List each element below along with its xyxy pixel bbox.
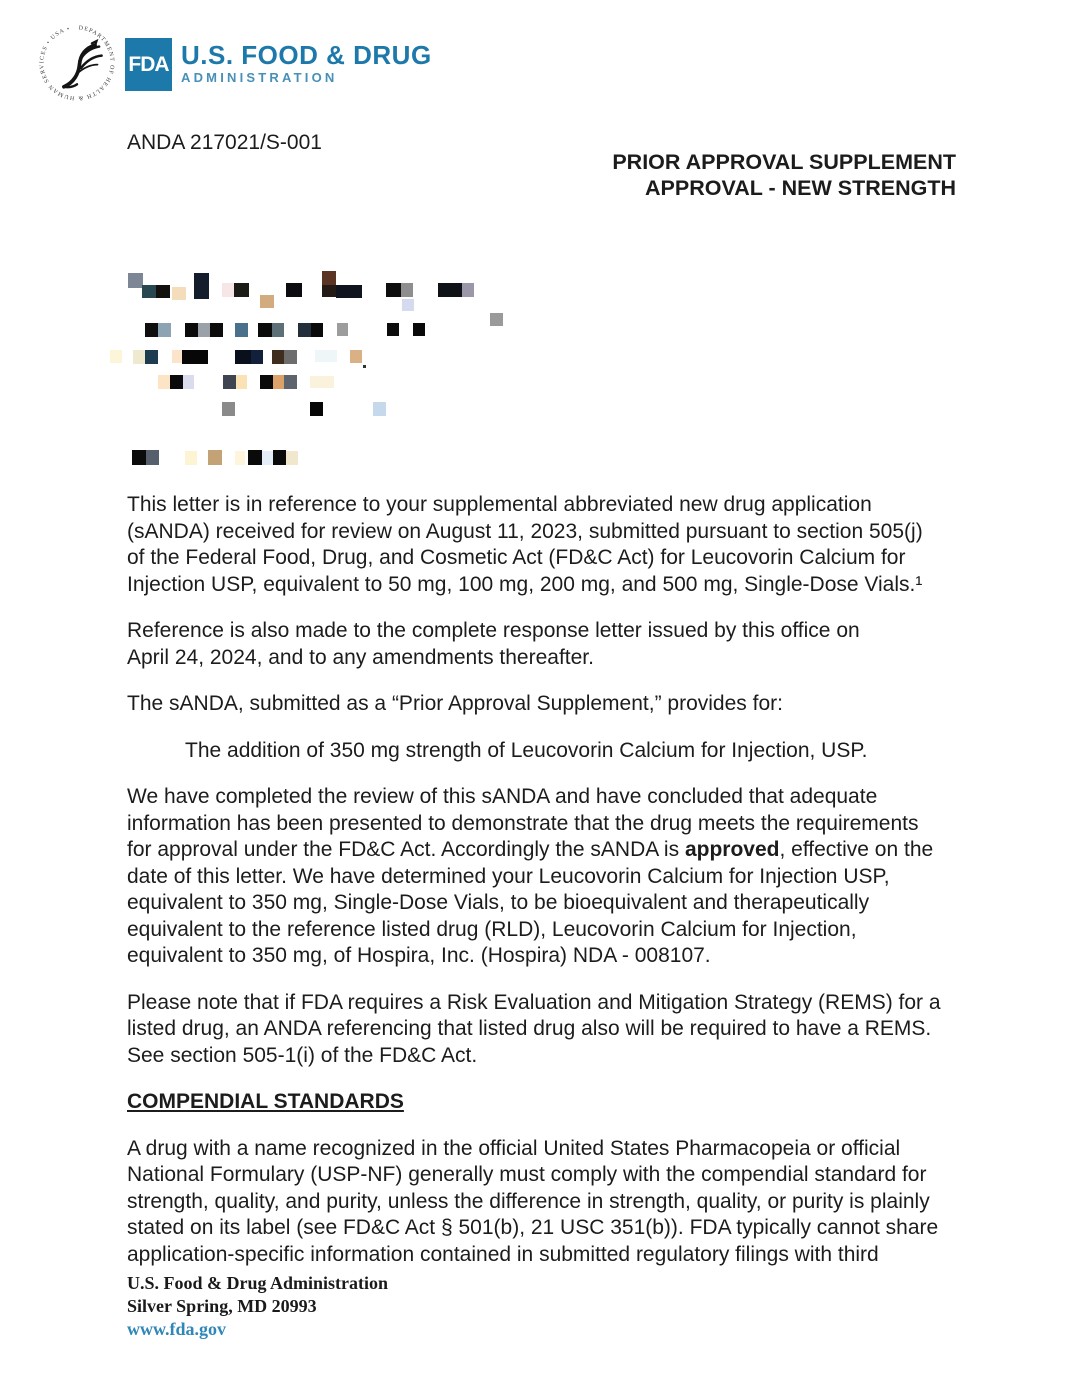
redaction-pixel <box>142 285 156 298</box>
redaction-pixel <box>373 402 386 416</box>
paragraph-line: A drug with a name recognized in the official United States Pharmacopeia or official <box>127 1136 901 1160</box>
redaction-pixel <box>258 323 272 337</box>
footer-org-name: U.S. Food & Drug Administration <box>127 1273 389 1293</box>
redaction-pixel <box>198 323 210 337</box>
redaction-pixel <box>235 451 245 465</box>
redaction-pixel <box>146 450 159 465</box>
redaction-pixel <box>208 450 222 465</box>
redaction-pixel <box>310 402 323 416</box>
redaction-pixel <box>182 350 208 364</box>
paragraph-line: listed drug, an ANDA referencing that listed drug also will be required to have a REMS. <box>127 1017 932 1040</box>
redaction-pixel <box>386 283 401 297</box>
fda-wordmark-line1: U.S. FOOD & DRUG <box>181 40 432 70</box>
redaction-pixel <box>185 323 198 337</box>
redaction-pixel <box>210 323 223 337</box>
redaction-pixel <box>236 375 247 389</box>
redaction-pixel <box>145 323 158 337</box>
paragraph-line: Reference is also made to the complete response letter issued by this office on <box>127 619 860 642</box>
paragraph-line: equivalent to 350 mg, of Hospira, Inc. (Hospira) NDA - 008107. <box>127 944 711 967</box>
redaction-pixel <box>110 350 122 363</box>
paragraph-line: Please note that if FDA requires a Risk Evaluation and Mitigation Strategy (REMS) for a <box>127 990 941 1014</box>
anda-number: ANDA 217021/S-001 <box>127 131 322 154</box>
redaction-pixel <box>322 271 336 285</box>
fda-logo <box>125 38 432 91</box>
footer <box>127 1272 388 1341</box>
paragraph-line: See section 505-1(i) of the FD&C Act. <box>127 1043 478 1067</box>
redaction-pixel <box>284 350 297 364</box>
paragraph-line: date of this letter. We have determined your Leucovorin Calcium for Injection USP, <box>127 864 890 888</box>
paragraph-line: equivalent to 350 mg, Single-Dose Vials, to be bioequivalent and therapeutically <box>127 891 870 914</box>
paragraph <box>127 784 972 970</box>
paragraph-line: We have completed the review of this sANDA and have concluded that adequate <box>127 785 878 808</box>
redaction-pixel <box>145 350 158 364</box>
redaction-pixel <box>272 323 284 337</box>
paragraph-line <box>127 837 972 864</box>
redaction-pixel <box>262 451 273 465</box>
paragraph-line: COMPENDIAL STANDARDS <box>127 1090 404 1113</box>
paragraph <box>127 1136 972 1269</box>
paragraph <box>127 492 972 598</box>
redaction-pixel <box>234 283 249 297</box>
paragraph-line: National Formulary (USP-NF) generally must comply with the compendial standard for <box>127 1163 927 1186</box>
redaction-pixel <box>350 350 362 363</box>
redaction-pixel <box>363 365 366 368</box>
redaction-pixel <box>462 283 474 297</box>
letter-body <box>127 492 972 1288</box>
paragraph-segment: for approval under the FD&C Act. Accordingly the sANDA is <box>127 838 685 861</box>
paragraph-segment: , effective on the <box>779 838 934 861</box>
redaction-pixel <box>251 350 263 364</box>
redaction-pixel <box>223 375 236 389</box>
paragraph-line: stated on its label (see FD&C Act § 501(b), 21 USC 351(b)). FDA typically cannot share <box>127 1216 939 1239</box>
paragraph-line: application-specific information contained in submitted regulatory filings with third <box>127 1242 879 1266</box>
redaction-pixel <box>311 323 323 337</box>
redaction-pixel <box>490 313 503 326</box>
redaction-pixel <box>260 295 274 308</box>
redaction-pixel <box>413 323 425 336</box>
redaction-pixel <box>337 323 348 336</box>
paragraph <box>127 990 972 1070</box>
redaction-pixel <box>172 350 182 363</box>
redacted-address-block <box>110 255 530 470</box>
redaction-pixel <box>298 323 311 337</box>
redaction-pixel <box>158 323 171 337</box>
paragraph-line: The addition of 350 mg strength of Leucovorin Calcium for Injection, USP. <box>185 738 868 762</box>
letter-type-title <box>127 149 956 201</box>
paragraph <box>127 691 972 718</box>
paragraph-line: Injection USP, equivalent to 50 mg, 100 mg, 200 mg, and 500 mg, Single-Dose Vials.¹ <box>127 572 923 596</box>
fda-logo-square-icon: FDA <box>125 38 172 91</box>
redaction-pixel <box>260 375 273 389</box>
redaction-pixel <box>185 451 197 465</box>
redaction-pixel <box>183 375 194 389</box>
redaction-pixel <box>402 299 414 311</box>
paragraph-line: strength, quality, and purity, unless the difference in strength, quality, or purity is plainly <box>127 1189 930 1213</box>
paragraph <box>127 618 972 671</box>
redaction-pixel <box>387 323 399 336</box>
redaction-pixel <box>273 375 284 389</box>
redaction-pixel <box>248 450 262 465</box>
redaction-pixel <box>315 350 337 362</box>
paragraph-line: information has been presented to demonstrate that the drug meets the requirements <box>127 811 919 835</box>
redaction-pixel <box>170 375 183 389</box>
redaction-pixel <box>401 283 413 297</box>
redaction-pixel <box>438 283 462 297</box>
redaction-pixel <box>128 273 143 288</box>
redaction-pixel <box>286 451 298 465</box>
footer-address: Silver Spring, MD 20993 <box>127 1296 317 1316</box>
redaction-pixel <box>322 285 336 297</box>
redaction-pixel <box>132 450 146 465</box>
redaction-pixel <box>284 375 297 389</box>
redaction-pixel <box>222 402 235 416</box>
paragraph-segment: approved <box>684 838 780 861</box>
letter-type-line1: PRIOR APPROVAL SUPPLEMENT <box>612 150 956 174</box>
paragraph-line: This letter is in reference to your supplemental abbreviated new drug application <box>127 493 872 516</box>
redaction-pixel <box>156 285 170 298</box>
redaction-pixel <box>272 350 284 364</box>
svg-text:DEPARTMENT OF HEALTH & HUMAN S: DEPARTMENT OF HEALTH & HUMAN SERVICES • USA • <box>39 25 115 101</box>
redaction-pixel <box>235 350 251 364</box>
hhs-seal-icon <box>36 22 118 104</box>
redaction-pixel <box>158 375 170 389</box>
paragraph-line: The sANDA, submitted as a “Prior Approval Supplement,” provides for: <box>127 692 783 715</box>
redaction-pixel <box>133 350 145 364</box>
footer-fda-link[interactable]: www.fda.gov <box>127 1319 227 1339</box>
paragraph <box>127 738 972 765</box>
redaction-pixel <box>222 283 234 297</box>
paragraph-line: of the Federal Food, Drug, and Cosmetic Act (FD&C Act) for Leucovorin Calcium for <box>127 546 906 569</box>
redaction-pixel <box>235 323 248 337</box>
redaction-pixel <box>286 283 302 297</box>
fda-wordmark-line2: ADMINISTRATION <box>181 70 338 85</box>
paragraph-line: equivalent to the reference listed drug (RLD), Leucovorin Calcium for Injection, <box>127 917 857 941</box>
redaction-pixel <box>273 450 286 465</box>
paragraph-line: (sANDA) received for review on August 11, 2023, submitted pursuant to section 505(j) <box>127 519 923 543</box>
redaction-pixel <box>310 376 334 388</box>
redaction-pixel <box>194 273 209 299</box>
fda-wordmark <box>181 38 432 87</box>
redaction-pixel <box>172 287 186 300</box>
redaction-pixel <box>336 285 362 298</box>
letter-type-line2: APPROVAL - NEW STRENGTH <box>645 176 956 200</box>
paragraph-line: April 24, 2024, and to any amendments thereafter. <box>127 645 594 669</box>
compendial-standards-heading <box>127 1089 972 1116</box>
